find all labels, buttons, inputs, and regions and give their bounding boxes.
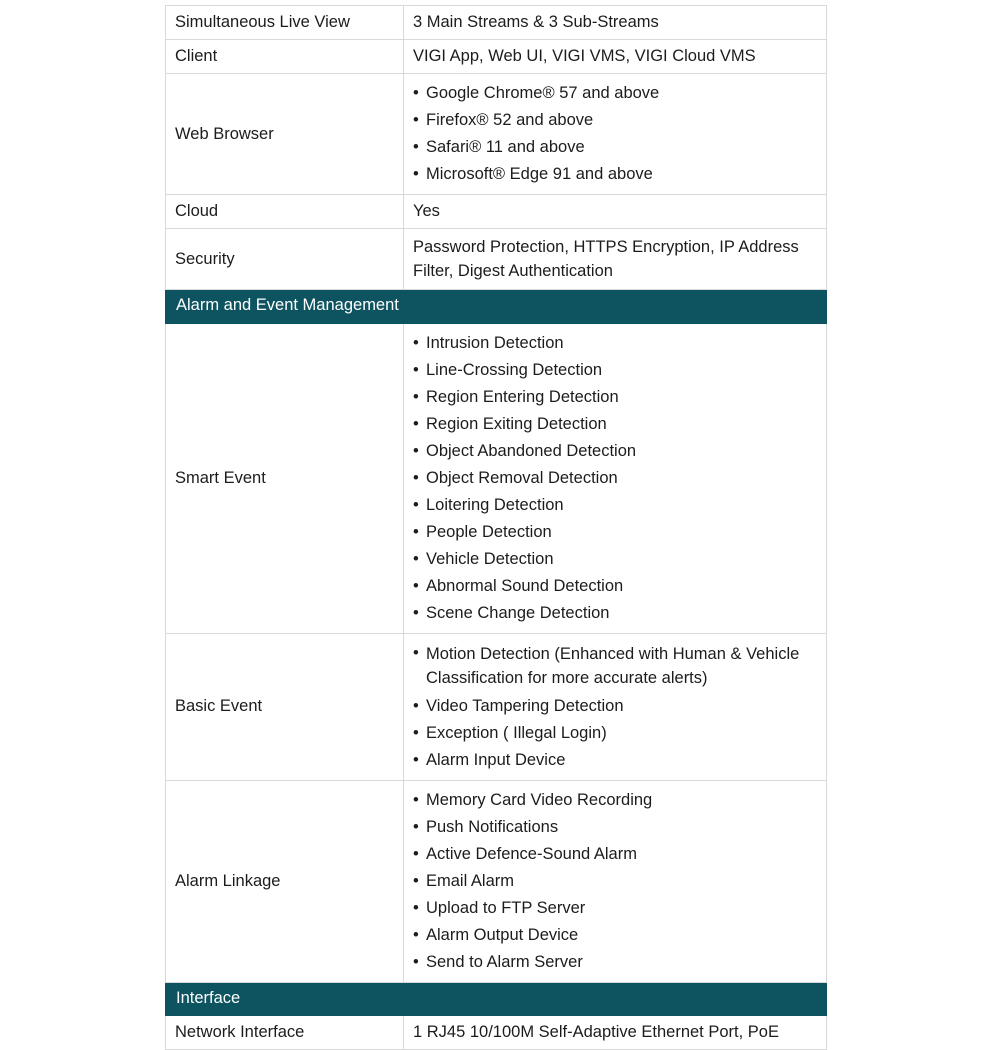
section-header-label: Interface [166, 982, 827, 1015]
spec-bullet-item: • People Detection [413, 519, 816, 546]
spec-value [404, 6, 827, 40]
spec-bullet-list [413, 640, 816, 774]
spec-value [404, 74, 827, 195]
spec-value [404, 40, 827, 74]
section-header-row [166, 982, 827, 1015]
specification-table [165, 5, 827, 1050]
spec-bullet-item: • Loitering Detection [413, 492, 816, 519]
section-header-label: Alarm and Event Management [166, 290, 827, 323]
spec-bullet-item: • Region Entering Detection [413, 384, 816, 411]
spec-bullet-item: • Upload to FTP Server [413, 895, 816, 922]
spec-bullet-list [413, 80, 816, 188]
spec-label: Security [166, 229, 404, 290]
table-body [166, 6, 827, 1050]
spec-value [404, 229, 827, 290]
spec-bullet-item: • Microsoft® Edge 91 and above [413, 161, 816, 188]
table-row [166, 40, 827, 74]
spec-bullet-item: • Object Removal Detection [413, 465, 816, 492]
spec-value [404, 780, 827, 982]
spec-label: Basic Event [166, 633, 404, 780]
spec-label: Web Browser [166, 74, 404, 195]
table-row [166, 780, 827, 982]
spec-value [404, 1016, 827, 1050]
spec-bullet-item: • Memory Card Video Recording [413, 787, 816, 814]
spec-label: Client [166, 40, 404, 74]
spec-bullet-list [413, 330, 816, 627]
spec-value-text: VIGI App, Web UI, VIGI VMS, VIGI Cloud VMS [413, 47, 756, 66]
spec-label: Network Interface [166, 1016, 404, 1050]
spec-bullet-item: • Active Defence-Sound Alarm [413, 841, 816, 868]
spec-bullet-item: • Motion Detection (Enhanced with Human & Vehicle Classification for more accurate alerts) [413, 640, 816, 693]
table-row [166, 74, 827, 195]
table-row [166, 6, 827, 40]
spec-bullet-item: • Scene Change Detection [413, 600, 816, 627]
spec-value-text: 1 RJ45 10/100M Self-Adaptive Ethernet Port, PoE [413, 1023, 779, 1042]
spec-value [404, 195, 827, 229]
table-row [166, 323, 827, 633]
spec-bullet-item: • Region Exiting Detection [413, 411, 816, 438]
table-row [166, 229, 827, 290]
spec-label: Smart Event [166, 323, 404, 633]
spec-value-text: Yes [413, 202, 440, 221]
spec-bullet-item: • Safari® 11 and above [413, 134, 816, 161]
spec-value [404, 633, 827, 780]
spec-value-text: Password Protection, HTTPS Encryption, IP Address Filter, Digest Authentication [413, 238, 799, 281]
spec-bullet-item: • Abnormal Sound Detection [413, 573, 816, 600]
spec-bullet-item: • Email Alarm [413, 868, 816, 895]
spec-bullet-item: • Exception ( Illegal Login) [413, 720, 816, 747]
spec-bullet-item: • Object Abandoned Detection [413, 438, 816, 465]
spec-bullet-item: • Push Notifications [413, 814, 816, 841]
spec-label: Alarm Linkage [166, 780, 404, 982]
spec-bullet-item: • Alarm Input Device [413, 747, 816, 774]
spec-bullet-item: • Google Chrome® 57 and above [413, 80, 816, 107]
spec-value-text: 3 Main Streams & 3 Sub-Streams [413, 13, 659, 31]
spec-bullet-item: • Video Tampering Detection [413, 693, 816, 720]
spec-bullet-item: • Alarm Output Device [413, 922, 816, 949]
section-header-row [166, 290, 827, 323]
spec-bullet-item: • Vehicle Detection [413, 546, 816, 573]
spec-bullet-item: • Intrusion Detection [413, 330, 816, 357]
spec-label: Cloud [166, 195, 404, 229]
table-row [166, 1016, 827, 1050]
spec-bullet-item: • Send to Alarm Server [413, 949, 816, 976]
table-row [166, 633, 827, 780]
spec-bullet-list [413, 787, 816, 976]
spec-label: Simultaneous Live View [166, 6, 404, 40]
spec-value [404, 323, 827, 633]
spec-bullet-item: • Line-Crossing Detection [413, 357, 816, 384]
spec-bullet-item: • Firefox® 52 and above [413, 107, 816, 134]
table-row [166, 195, 827, 229]
